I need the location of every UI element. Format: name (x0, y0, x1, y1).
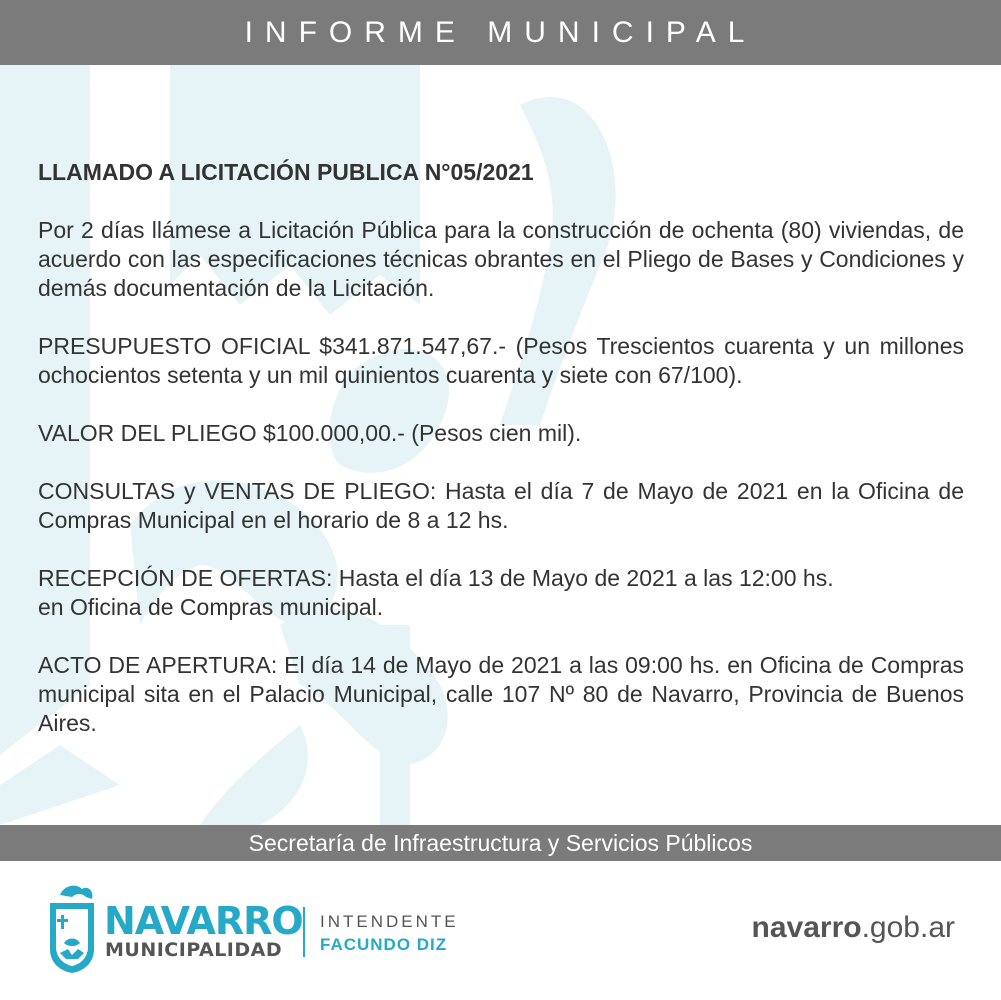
footer (0, 861, 1001, 1000)
website-domain-bold: navarro (751, 911, 862, 944)
intendente-label: INTENDENTE (320, 912, 459, 931)
website-domain-rest: .gob.ar (861, 911, 955, 944)
secretaria-label: Secretaría de Infraestructura y Servicios Públicos (248, 829, 753, 856)
reception-line-2: en Oficina de Compras municipal. (38, 594, 384, 620)
notice-paragraph-object: Por 2 días llámese a Licitación Pública para la construcción de ochenta (80) viviendas, de acuerdo con las especificaciones técnicas obrantes en el Pliego de Bases y Condiciones y demás documentación de la Licitación. (38, 217, 964, 301)
notice-paragraph-opening: ACTO DE APERTURA: El día 14 de Mayo de 2021 a las 09:00 hs. en Oficina de Compras municipal sita en el Palacio Municipal, calle 107 Nº 80 de Navarro, Provincia de Buenos Aires. (38, 652, 964, 736)
header-title: INFORME MUNICIPAL (244, 15, 757, 49)
website-link[interactable] (752, 911, 955, 945)
brand-name: NAVARRO (104, 899, 303, 943)
secretaria-band (0, 825, 1001, 861)
notice-paragraph-value: VALOR DEL PLIEGO $100.000,00.- (Pesos cien mil). (38, 420, 582, 446)
header-band (0, 0, 1001, 65)
navarro-shield-icon (46, 881, 98, 975)
notice-heading: LLAMADO A LICITACIÓN PUBLICA N°05/2021 (38, 159, 534, 185)
intendente-name: FACUNDO DIZ (320, 935, 448, 954)
notice-paragraph-budget: PRESUPUESTO OFICIAL $341.871.547,67.- (Pesos Trescientos cuarenta y un millones ochocientos setenta y un mil quinientos cuarenta y siete con 67/100). (38, 333, 964, 388)
notice-paragraph-consultations: CONSULTAS y VENTAS DE PLIEGO: Hasta el día 7 de Mayo de 2021 en la Oficina de Compras Municipal en el horario de 8 a 12 hs. (38, 478, 964, 533)
brand-subtitle: MUNICIPALIDAD (105, 939, 283, 961)
notice-paragraph-reception (38, 564, 964, 622)
footer-divider (303, 907, 305, 957)
reception-line-1: RECEPCIÓN DE OFERTAS: Hasta el día 13 de Mayo de 2021 a las 12:00 hs. (38, 565, 834, 591)
notice-content (38, 158, 964, 767)
